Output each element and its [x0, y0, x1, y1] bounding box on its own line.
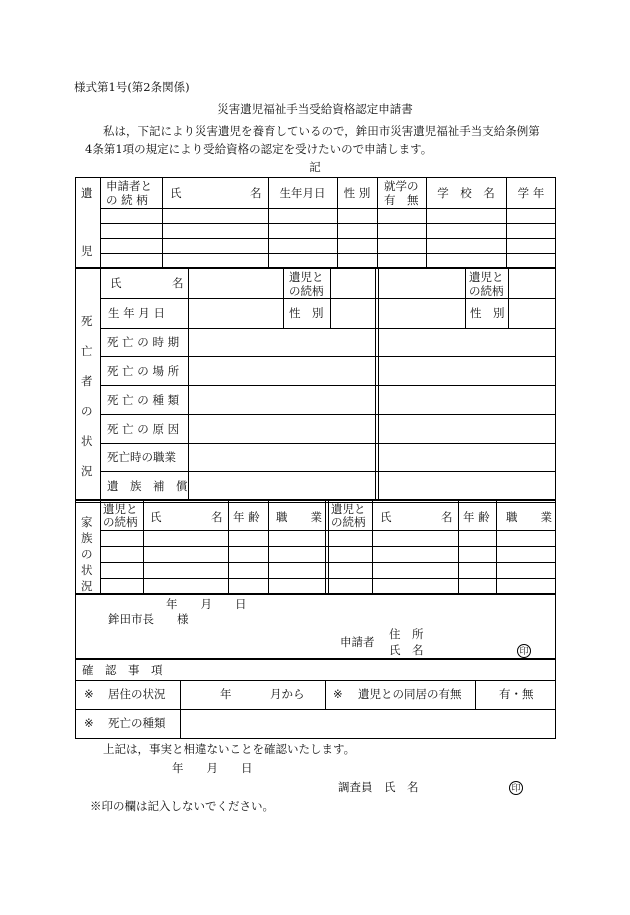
family-job-2: 職 業 — [506, 510, 552, 524]
family-job: 職 業 — [276, 510, 322, 524]
confirm-cohabit-value: 有・無 — [499, 687, 534, 701]
deceased-row-death-time: 死 亡 の 時 期 — [107, 335, 180, 349]
applicant-seal-icon: 印 — [517, 644, 531, 658]
confirm-header: 確 認 事 項 — [82, 663, 163, 677]
family-section-label: 家 族 の 状 況 — [81, 515, 93, 593]
orphan-h-sex: 性 別 — [343, 186, 371, 200]
confirm-mark-3: ※ — [84, 716, 94, 730]
deceased-birth: 生 年 月 日 — [108, 306, 165, 320]
footer-note: ※印の欄は記入しないでください。 — [90, 799, 274, 813]
sign-name: 氏 名 — [389, 643, 424, 657]
deceased-row-death-type: 死 亡 の 種 類 — [107, 393, 180, 407]
deceased-relation-a: 遺児と — [289, 270, 324, 284]
orphan-section-label-top: 遺 — [81, 186, 93, 200]
family-relation2-a: 遺児と — [331, 502, 366, 516]
confirm-residence-from: 月から — [270, 687, 305, 701]
family-relation2-b: の続柄 — [331, 515, 366, 529]
footer-date: 年 月 日 — [172, 761, 253, 775]
family-name-a: 氏 — [150, 510, 162, 524]
deceased-section-label: 死 亡 者 の 状 況 — [81, 314, 93, 478]
deceased-row-death-cause: 死 亡 の 原 因 — [107, 422, 180, 436]
family-relation-a: 遺児と — [103, 502, 138, 516]
sign-applicant: 申請者 — [340, 635, 375, 649]
family-name-b: 名 — [211, 510, 223, 524]
investigator-seal-icon: 印 — [509, 781, 523, 795]
deceased-row-death-place: 死 亡 の 場 所 — [107, 364, 180, 378]
ki-label: 記 — [309, 160, 321, 174]
confirm-cohabit-label: 遺児との同居の有無 — [358, 687, 462, 701]
deceased-relation2-a: 遺児と — [469, 270, 504, 284]
family-name2-b: 名 — [441, 510, 453, 524]
deceased-relation2-b: の続柄 — [469, 284, 504, 298]
orphan-h-school-b: 有 無 — [384, 193, 419, 207]
sign-date: 年 月 日 — [166, 597, 247, 611]
deceased-name-b: 名 — [172, 276, 184, 290]
deceased-name-a: 氏 — [110, 276, 122, 290]
sign-mayor: 鉾田市長 様 — [108, 612, 189, 626]
confirm-mark-1: ※ — [84, 687, 94, 701]
orphan-h-school-a: 就学の — [384, 179, 419, 193]
form-title: 災害遺児福祉手当受給資格認定申請書 — [217, 102, 413, 116]
orphan-h-birth: 生年月日 — [279, 186, 326, 200]
deceased-row-compensation: 遺 族 補 償 — [107, 479, 188, 493]
family-relation-b: の続柄 — [103, 515, 138, 529]
intro-line-1: 私は，下記により災害遺児を養育しているので，鉾田市災害遺児福祉手当支給条例第 — [103, 124, 540, 138]
orphan-h-relation-a: 申請者と — [106, 179, 152, 193]
orphan-section-label-bottom: 児 — [81, 244, 93, 258]
orphan-h-school-name: 学 校 名 — [437, 186, 495, 200]
confirm-death-type-label: 死亡の種類 — [108, 716, 166, 730]
orphan-h-name2: 名 — [250, 186, 262, 200]
confirm-mark-2: ※ — [333, 687, 343, 701]
deceased-row-occupation: 死亡時の職業 — [107, 450, 176, 464]
form-label: 様式第1号(第2条関係) — [74, 80, 190, 94]
sign-address: 住 所 — [389, 627, 424, 641]
deceased-sex: 性 別 — [289, 306, 324, 320]
confirm-residence-label: 居住の状況 — [108, 687, 166, 701]
orphan-h-name: 氏 — [170, 186, 182, 200]
family-age: 年 齢 — [233, 510, 260, 524]
intro-line-2: 4条第1項の規定により受給資格の認定を受けたいので申請します。 — [85, 142, 433, 156]
footer-investigator: 調査員 氏 名 — [338, 780, 419, 794]
deceased-sex-2: 性 別 — [470, 306, 505, 320]
family-age-2: 年 齢 — [463, 510, 490, 524]
family-name2-a: 氏 — [380, 510, 392, 524]
orphan-h-relation-b: の 続 柄 — [106, 193, 148, 207]
footer-confirm-text: 上記は，事実と相違ないことを確認いたします。 — [103, 742, 356, 756]
orphan-h-grade: 学 年 — [517, 186, 545, 200]
deceased-relation-b: の続柄 — [289, 284, 324, 298]
confirm-residence-year: 年 — [220, 687, 232, 701]
